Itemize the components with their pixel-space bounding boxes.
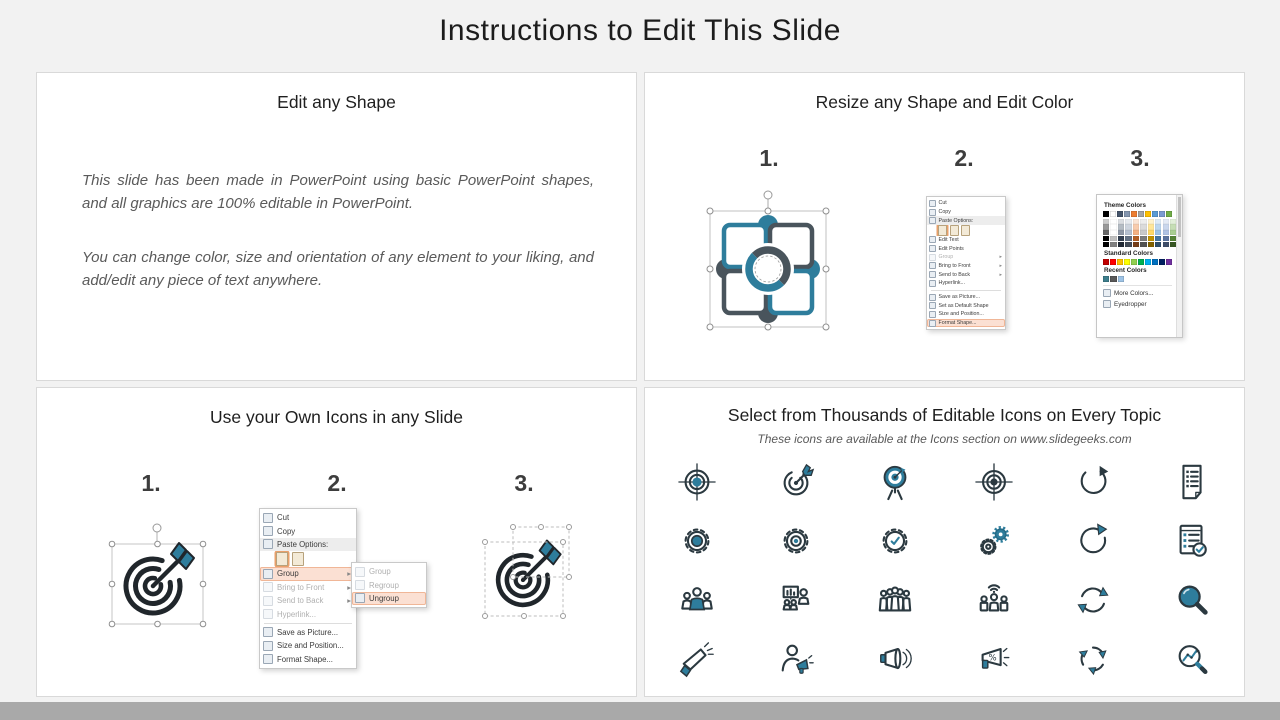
color-swatch[interactable] xyxy=(1140,242,1146,247)
menu-item-label: Save as Picture... xyxy=(277,627,339,637)
menu-item-hyperlink[interactable] xyxy=(927,279,1005,288)
standard-colors-row xyxy=(1103,259,1172,265)
person-megaphone-icon[interactable] xyxy=(776,639,816,679)
menu-item-icon xyxy=(263,627,273,637)
icon-grid xyxy=(647,452,1241,688)
color-swatch[interactable] xyxy=(1166,259,1172,265)
paste-option-icon[interactable] xyxy=(276,552,288,566)
color-swatch[interactable] xyxy=(1140,230,1146,235)
color-swatch[interactable] xyxy=(1140,219,1146,224)
color-swatch[interactable] xyxy=(1163,219,1169,224)
slide-title: Instructions to Edit This Slide xyxy=(439,14,841,47)
rotate-arrow-icon[interactable] xyxy=(1073,462,1113,502)
color-swatch[interactable] xyxy=(1110,211,1116,217)
menu-item-send-to-back[interactable] xyxy=(927,270,1005,279)
eyedropper-item[interactable] xyxy=(1103,300,1172,308)
target-dart-icon[interactable] xyxy=(776,462,816,502)
recent-colors-label: Recent Colors xyxy=(1104,267,1147,275)
body-paragraph: This slide has been made in PowerPoint using basic PowerPoint shapes, and all graphics are 100% editable in PowerPoint. xyxy=(82,172,594,213)
menu-item-label: Group xyxy=(938,254,954,261)
magnifier-icon[interactable] xyxy=(1172,580,1212,620)
color-swatch[interactable] xyxy=(1118,230,1124,235)
color-swatch[interactable] xyxy=(1124,259,1130,265)
color-swatch[interactable] xyxy=(1103,276,1109,282)
color-swatch[interactable] xyxy=(1133,219,1139,224)
color-swatch[interactable] xyxy=(1125,242,1131,247)
step-number-2: 2. xyxy=(327,470,347,496)
submenu-arrow-icon: ▸ xyxy=(347,582,351,592)
color-swatch[interactable] xyxy=(1163,224,1169,229)
menu-item-format-shape[interactable] xyxy=(260,653,356,666)
menu-item-bring-to-front[interactable] xyxy=(260,581,356,594)
menu-item-icon xyxy=(929,254,936,261)
menu-item-ungroup[interactable] xyxy=(352,592,426,605)
color-picker xyxy=(1096,194,1183,338)
color-swatch[interactable] xyxy=(1103,242,1109,247)
tint-column xyxy=(1148,219,1154,248)
menu-item-icon xyxy=(929,302,936,309)
menu-item-icon xyxy=(263,596,273,606)
menu-item-icon xyxy=(355,567,365,577)
magnifier-chart-icon[interactable] xyxy=(1172,639,1212,679)
color-swatch[interactable] xyxy=(1110,242,1116,247)
megaphone-percent-icon[interactable] xyxy=(974,639,1014,679)
paste-option-icon[interactable] xyxy=(950,225,959,236)
tint-column xyxy=(1118,219,1124,248)
step-number-1: 1. xyxy=(759,145,779,171)
menu-item-icon xyxy=(263,582,273,592)
tint-column xyxy=(1155,219,1161,248)
menu-item-save-as-picture[interactable] xyxy=(260,626,356,639)
menu-item-format-shape[interactable] xyxy=(927,319,1005,328)
menu-item-icon xyxy=(929,320,936,327)
color-swatch[interactable] xyxy=(1148,236,1154,241)
color-swatch[interactable] xyxy=(1125,230,1131,235)
menu-item-cut[interactable] xyxy=(927,199,1005,208)
menu-item-label: Cut xyxy=(277,513,290,523)
paste-option-icon[interactable] xyxy=(938,225,947,236)
panel-heading: Select from Thousands of Editable Icons on Every Topic xyxy=(727,405,1162,425)
svg-text:%: % xyxy=(988,652,997,663)
menu-item-label: Set as Default Shape xyxy=(938,302,989,309)
color-swatch[interactable] xyxy=(1125,219,1131,224)
color-swatch[interactable] xyxy=(1163,236,1169,241)
color-swatch[interactable] xyxy=(1163,242,1169,247)
menu-item-bring-to-front[interactable] xyxy=(927,262,1005,271)
selected-shape-graphic[interactable] xyxy=(699,187,837,337)
menu-item-save-as-picture[interactable] xyxy=(927,293,1005,302)
menu-item-icon xyxy=(263,526,273,536)
submenu-arrow-icon: ▸ xyxy=(999,262,1002,269)
tint-column xyxy=(1133,219,1139,248)
color-swatch[interactable] xyxy=(1152,259,1158,265)
color-swatch[interactable] xyxy=(1125,224,1131,229)
color-swatch[interactable] xyxy=(1155,219,1161,224)
footer-bar xyxy=(0,702,1280,720)
paste-options-icons xyxy=(927,225,1005,236)
menu-item-icon xyxy=(263,539,273,549)
color-swatch[interactable] xyxy=(1148,224,1154,229)
step-number-2: 2. xyxy=(954,145,974,171)
color-swatch[interactable] xyxy=(1103,236,1109,241)
theme-colors-label: Theme Colors xyxy=(1104,201,1146,209)
color-swatch[interactable] xyxy=(1155,230,1161,235)
target-crosshair-icon[interactable] xyxy=(974,462,1014,502)
color-swatch[interactable] xyxy=(1133,224,1139,229)
menu-item-icon xyxy=(929,236,936,243)
gear-check-icon[interactable] xyxy=(875,521,915,561)
menu-item-copy[interactable] xyxy=(927,208,1005,217)
color-swatch[interactable] xyxy=(1124,211,1130,217)
menu-item-icon xyxy=(929,262,936,269)
color-swatch[interactable] xyxy=(1110,219,1116,224)
color-swatch[interactable] xyxy=(1103,211,1109,217)
recent-colors-row xyxy=(1103,276,1172,282)
menu-item-label: Send to Back xyxy=(938,271,971,278)
target-crosshair-filled-icon[interactable] xyxy=(677,462,717,502)
color-swatch[interactable] xyxy=(1125,236,1131,241)
more-colors-item[interactable] xyxy=(1103,289,1172,297)
color-swatch[interactable] xyxy=(1133,230,1139,235)
color-swatch[interactable] xyxy=(1131,259,1137,265)
color-swatch[interactable] xyxy=(1140,236,1146,241)
divider xyxy=(1103,285,1172,286)
step-number-3: 3. xyxy=(1130,145,1150,171)
color-swatch[interactable] xyxy=(1140,224,1146,229)
people-group-icon[interactable] xyxy=(875,580,915,620)
color-swatch[interactable] xyxy=(1133,236,1139,241)
menu-item-group[interactable] xyxy=(927,253,1005,262)
rotation-handle xyxy=(153,524,161,532)
panel-heading: Resize any Shape and Edit Color xyxy=(815,92,1074,112)
menu-item-label: Size and Position... xyxy=(277,641,344,651)
megaphone-icon[interactable] xyxy=(677,639,717,679)
refresh-arrow-icon[interactable] xyxy=(1073,521,1113,561)
menu-item-size-and-position[interactable] xyxy=(260,639,356,652)
menu-item-icon xyxy=(929,245,936,252)
menu-item-label: Paste Options: xyxy=(277,539,329,549)
color-swatch[interactable] xyxy=(1148,242,1154,247)
submenu-arrow-icon: ▸ xyxy=(347,596,351,606)
paste-option-icon[interactable] xyxy=(961,225,970,236)
double-gears-icon[interactable] xyxy=(974,521,1014,561)
menu-item-icon xyxy=(929,200,936,207)
menu-item-label: Hyperlink... xyxy=(277,609,316,619)
menu-item-icon xyxy=(929,280,936,287)
color-swatch[interactable] xyxy=(1133,242,1139,247)
presentation-meeting-icon[interactable] xyxy=(776,580,816,620)
color-swatch[interactable] xyxy=(1148,219,1154,224)
menu-item-label: Group xyxy=(369,567,391,577)
cycle-arrows-icon[interactable] xyxy=(1073,639,1113,679)
sync-arrows-icon[interactable] xyxy=(1073,580,1113,620)
standard-colors-label: Standard Colors xyxy=(1104,249,1153,257)
tint-column xyxy=(1140,219,1146,248)
menu-item-label: Cut xyxy=(938,200,947,207)
color-swatch[interactable] xyxy=(1155,236,1161,241)
menu-item-send-to-back[interactable] xyxy=(260,594,356,607)
tint-column xyxy=(1110,219,1116,248)
panel-heading: Edit any Shape xyxy=(277,92,396,112)
tint-column xyxy=(1163,219,1169,248)
panel-edit-shape xyxy=(36,72,637,381)
menu-item-label: Paste Options: xyxy=(938,217,974,224)
color-swatch[interactable] xyxy=(1159,211,1165,217)
menu-item-label: Edit Points xyxy=(938,245,964,252)
submenu-arrow-icon: ▸ xyxy=(347,569,351,579)
menu-item-size-and-position[interactable] xyxy=(927,310,1005,319)
ungrouped-target-icon[interactable] xyxy=(479,522,575,622)
color-swatch[interactable] xyxy=(1131,211,1137,217)
color-swatch[interactable] xyxy=(1103,224,1109,229)
menu-item-icon xyxy=(929,311,936,318)
selected-target-icon[interactable] xyxy=(97,519,217,631)
menu-separator xyxy=(931,290,1001,291)
color-swatch[interactable] xyxy=(1103,259,1109,265)
menu-item-label: Regroup xyxy=(369,580,399,590)
menu-item-edit-points[interactable] xyxy=(927,244,1005,253)
palette-icon xyxy=(1103,289,1111,297)
color-swatch[interactable] xyxy=(1118,236,1124,241)
menu-item-icon xyxy=(263,609,273,619)
menu-item-label: Group xyxy=(277,569,299,579)
tint-column xyxy=(1103,219,1109,248)
menu-item-icon xyxy=(929,271,936,278)
theme-colors-row xyxy=(1103,211,1172,217)
menu-item-icon xyxy=(263,654,273,664)
panel-resize-shape xyxy=(644,72,1245,381)
color-swatch[interactable] xyxy=(1110,230,1116,235)
team-leader-icon[interactable] xyxy=(677,580,717,620)
color-swatch[interactable] xyxy=(1155,242,1161,247)
menu-item-label: Bring to Front xyxy=(277,582,325,592)
menu-separator xyxy=(264,623,352,624)
rotation-handle xyxy=(764,191,772,199)
paste-options-icons xyxy=(260,551,356,567)
menu-item-label: Edit Text xyxy=(938,236,959,243)
menu-item-label: Bring to Front xyxy=(938,262,971,269)
color-swatch[interactable] xyxy=(1118,219,1124,224)
color-swatch[interactable] xyxy=(1110,224,1116,229)
color-swatch[interactable] xyxy=(1145,259,1151,265)
color-swatch[interactable] xyxy=(1110,259,1116,265)
checklist-document-icon[interactable] xyxy=(1172,462,1212,502)
menu-item-icon xyxy=(929,209,936,216)
menu-item-label: Size and Position... xyxy=(938,311,984,318)
menu-item-icon xyxy=(263,641,273,651)
color-swatch[interactable] xyxy=(1138,211,1144,217)
menu-item-label: Format Shape... xyxy=(938,320,977,327)
color-swatch[interactable] xyxy=(1118,242,1124,247)
menu-item-icon xyxy=(355,580,365,590)
step-number-3: 3. xyxy=(514,470,534,496)
color-swatch[interactable] xyxy=(1152,211,1158,217)
theme-tints-grid xyxy=(1103,219,1172,248)
menu-item-edit-text[interactable] xyxy=(927,236,1005,245)
panel-heading: Use your Own Icons in any Slide xyxy=(210,407,463,427)
color-swatch[interactable] xyxy=(1148,230,1154,235)
submenu-arrow-icon: ▸ xyxy=(999,271,1002,278)
paste-option-icon[interactable] xyxy=(292,552,304,566)
color-swatch[interactable] xyxy=(1155,224,1161,229)
step-number-1: 1. xyxy=(141,470,161,496)
panel-subtitle: These icons are available at the Icons section on www.slidegeeks.com xyxy=(757,432,1132,446)
menu-item-icon xyxy=(263,569,273,579)
menu-item-label: Copy xyxy=(938,209,951,216)
color-swatch[interactable] xyxy=(1110,236,1116,241)
menu-item-label: Save as Picture... xyxy=(938,294,981,301)
menu-item-icon xyxy=(929,294,936,301)
gear-filled-icon[interactable] xyxy=(677,521,717,561)
menu-item-icon xyxy=(929,217,936,224)
scrollbar[interactable] xyxy=(1176,195,1182,337)
menu-item-label: Hyperlink... xyxy=(938,280,965,287)
color-swatch[interactable] xyxy=(1103,219,1109,224)
color-swatch[interactable] xyxy=(1145,211,1151,217)
color-swatch[interactable] xyxy=(1118,224,1124,229)
color-swatch[interactable] xyxy=(1159,259,1165,265)
menu-item-hyperlink[interactable] xyxy=(260,607,356,620)
tint-column xyxy=(1125,219,1131,248)
panel-icon-library xyxy=(644,387,1245,697)
color-swatch[interactable] xyxy=(1138,259,1144,265)
menu-item-paste-options[interactable] xyxy=(927,216,1005,225)
menu-item-cut[interactable] xyxy=(260,511,356,524)
menu-item-icon xyxy=(355,593,365,603)
dartboard-stand-icon[interactable] xyxy=(875,462,915,502)
menu-item-label: Copy xyxy=(277,526,296,536)
megaphone-side-icon[interactable] xyxy=(875,639,915,679)
menu-item-label: Send to Back xyxy=(277,596,324,606)
menu-item-label: Ungroup xyxy=(369,593,399,603)
gear-outline-icon[interactable] xyxy=(776,521,816,561)
menu-item-group[interactable] xyxy=(260,567,356,580)
menu-item-set-as-default-shape[interactable] xyxy=(927,301,1005,310)
color-swatch[interactable] xyxy=(1110,276,1116,282)
eyedropper-label: Eyedropper xyxy=(1114,300,1147,308)
more-colors-label: More Colors... xyxy=(1114,289,1154,297)
menu-item-group[interactable] xyxy=(352,565,426,578)
menu-item-paste-options[interactable] xyxy=(260,538,356,551)
color-swatch[interactable] xyxy=(1103,230,1109,235)
eyedropper-icon xyxy=(1103,300,1111,308)
shape-context-menu xyxy=(926,196,1006,330)
team-network-icon[interactable] xyxy=(974,580,1014,620)
color-swatch[interactable] xyxy=(1118,276,1124,282)
color-swatch[interactable] xyxy=(1166,211,1172,217)
color-swatch[interactable] xyxy=(1163,230,1169,235)
body-paragraph: You can change color, size and orientation of any element to your liking, and add/edit any piece of text anywhere. xyxy=(82,249,594,290)
task-list-check-icon[interactable] xyxy=(1172,521,1212,561)
menu-item-icon xyxy=(263,513,273,523)
menu-item-copy[interactable] xyxy=(260,524,356,537)
menu-item-label: Format Shape... xyxy=(277,654,333,664)
color-swatch[interactable] xyxy=(1117,259,1123,265)
panel-own-icons xyxy=(36,387,637,697)
menu-item-regroup[interactable] xyxy=(352,578,426,591)
group-submenu xyxy=(351,562,427,608)
submenu-arrow-icon: ▸ xyxy=(999,254,1002,261)
icon-context-menu xyxy=(259,508,399,669)
color-swatch[interactable] xyxy=(1117,211,1123,217)
